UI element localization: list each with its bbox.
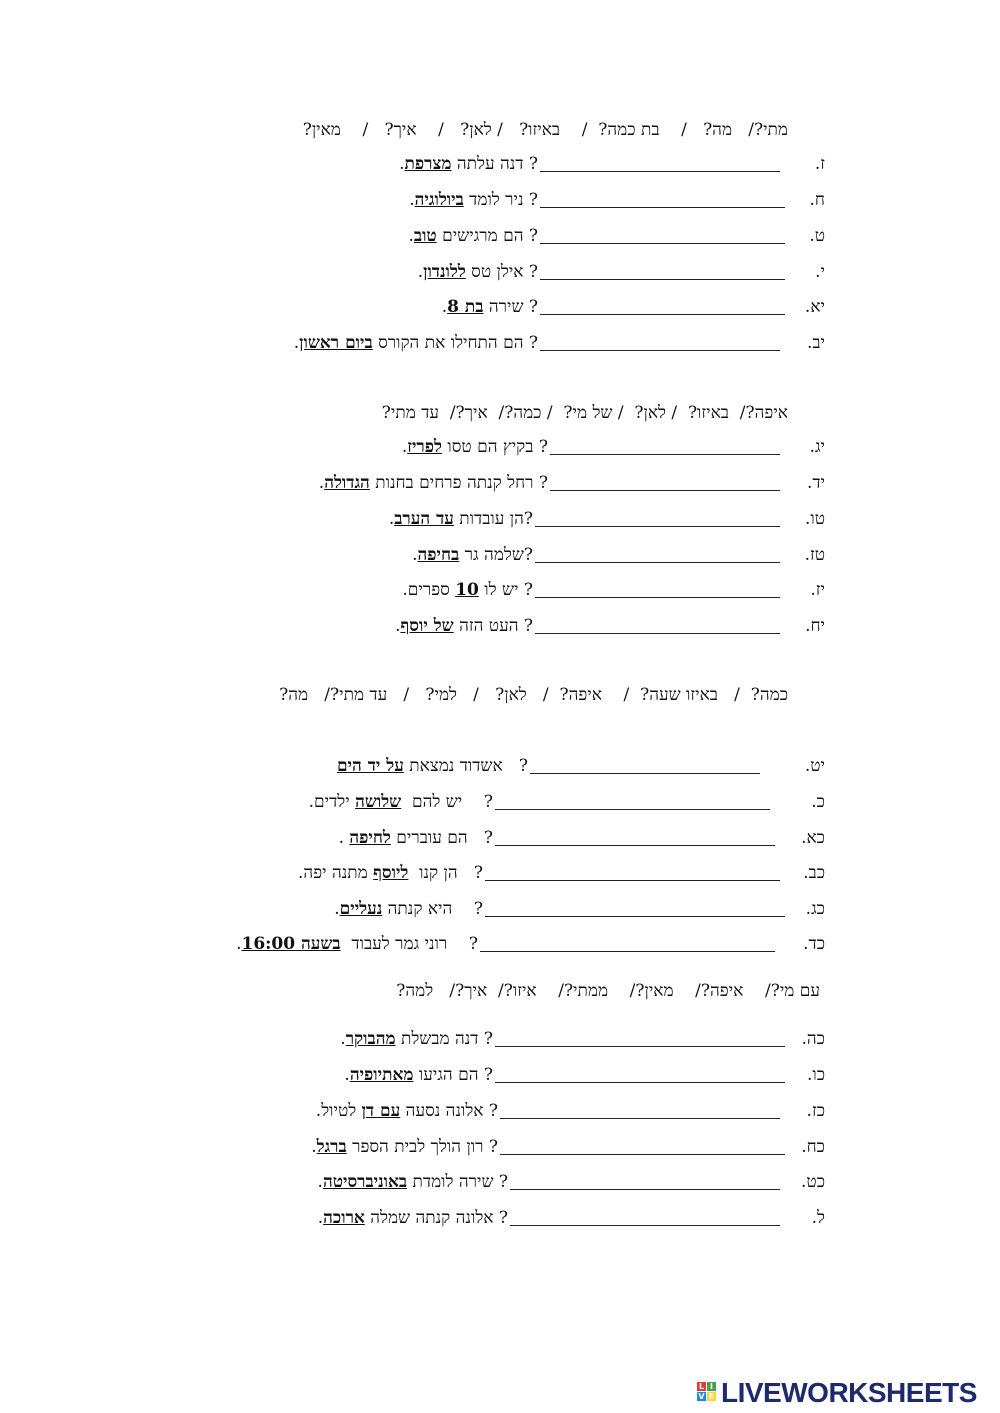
answer-blank[interactable]	[550, 473, 780, 491]
highlighted-answer: בת 8	[447, 297, 484, 317]
question-row	[0, 616, 1000, 646]
question-number: יא.	[804, 297, 825, 317]
sentence-text: ? הן קנו	[408, 863, 483, 883]
question-number: כא.	[801, 828, 825, 848]
sentence-text: ? אילן טס	[465, 262, 538, 282]
answer-blank[interactable]	[535, 616, 780, 634]
answer-blank[interactable]	[535, 509, 780, 527]
question-row	[0, 1172, 1000, 1202]
logo-square-e: E	[708, 1392, 715, 1401]
question-row	[0, 154, 1000, 184]
answer-blank[interactable]	[485, 863, 780, 881]
answer-blank[interactable]	[540, 190, 785, 208]
sentence-end: .	[338, 828, 350, 848]
sentence-text: ? ניר לומד	[463, 190, 538, 210]
highlighted-answer: עד הערב	[394, 509, 454, 529]
question-number: יט.	[804, 756, 825, 776]
highlighted-answer: ארוכה	[323, 1208, 365, 1228]
answer-blank[interactable]	[540, 226, 785, 244]
question-sentence	[409, 190, 538, 210]
question-row	[0, 297, 1000, 327]
highlighted-answer: נעליים	[339, 899, 383, 919]
question-number: י.	[815, 262, 825, 282]
logo-square-i: I	[707, 1382, 716, 1391]
question-sentence	[309, 792, 493, 812]
question-row	[0, 437, 1000, 467]
sentence-end: ילדים.	[308, 792, 356, 812]
sentence-end: .	[236, 934, 242, 954]
sentence-text: ? אלונה נסעה	[400, 1101, 498, 1121]
answer-blank[interactable]	[480, 934, 775, 952]
answer-blank[interactable]	[495, 792, 770, 810]
liveworksheets-logo	[697, 1378, 997, 1408]
question-number: כז.	[806, 1101, 825, 1121]
sentence-text: ? רחל קנתה פרחים בחנות	[369, 473, 548, 493]
question-number: כח.	[801, 1137, 825, 1157]
highlighted-answer: מאתיופיה	[349, 1065, 414, 1085]
answer-blank[interactable]	[540, 297, 785, 315]
sentence-text: ? שירה לומדת	[407, 1172, 508, 1192]
sentence-text: ? הם הגיעו	[413, 1065, 493, 1085]
sentence-text: ? דנה עלתה	[451, 154, 538, 174]
answer-blank[interactable]	[485, 899, 785, 917]
question-sentence	[236, 934, 478, 954]
question-row	[0, 190, 1000, 220]
highlighted-answer: ברגל	[316, 1137, 347, 1157]
question-number: כה.	[801, 1029, 825, 1049]
highlighted-answer: הגדולה	[324, 473, 370, 493]
highlighted-answer: לפריז	[407, 437, 442, 457]
question-sentence	[318, 1172, 508, 1192]
highlighted-answer: בשעה 16:00	[241, 934, 341, 954]
question-number: טו.	[804, 509, 825, 529]
question-sentence	[442, 297, 538, 317]
answer-blank[interactable]	[540, 262, 785, 280]
sentence-text: ? רון הולך לבית הספר	[346, 1137, 498, 1157]
question-row	[0, 545, 1000, 575]
question-row	[0, 1208, 1000, 1238]
answer-blank[interactable]	[540, 154, 780, 172]
word-bank-4: עם מי?/ איפה?/ מאין?/ ממתי?/ איזו?/ איך?/ למה?	[396, 981, 820, 1001]
sentence-end: .	[318, 473, 325, 493]
highlighted-answer: עם דן	[361, 1101, 401, 1121]
question-sentence	[399, 154, 538, 174]
highlighted-answer: ללונדון	[423, 262, 466, 282]
logo-text: LIVEWORKSHEETS	[721, 1377, 977, 1408]
question-sentence	[344, 1065, 493, 1085]
sentence-text: ?הן עובדות	[453, 509, 533, 529]
question-row	[0, 792, 1000, 822]
highlighted-answer: מצרפת	[404, 154, 452, 174]
sentence-end: .	[317, 1208, 324, 1228]
sentence-end: .	[412, 545, 418, 565]
question-row	[0, 863, 1000, 893]
highlighted-answer: בחיפה	[417, 545, 460, 565]
question-row	[0, 1065, 1000, 1095]
sentence-text: ? הם עוברים	[390, 828, 493, 848]
question-sentence	[294, 333, 538, 353]
question-row	[0, 473, 1000, 503]
question-sentence	[389, 509, 533, 529]
highlighted-answer: ביום ראשון	[299, 333, 373, 353]
question-number: כ.	[811, 792, 825, 812]
answer-blank[interactable]	[500, 1137, 785, 1155]
word-bank-1: מתי?/ מה? / בת כמה? / באיזו? / לאן? / איך? / מאין?	[302, 120, 788, 140]
question-number: ל.	[811, 1208, 825, 1228]
question-number: כב.	[803, 863, 825, 883]
question-row	[0, 934, 1000, 964]
answer-blank[interactable]	[495, 1029, 785, 1047]
question-sentence	[318, 1208, 508, 1228]
question-row	[0, 828, 1000, 858]
sentence-end: .	[340, 1029, 346, 1049]
sentence-end: .	[399, 154, 405, 174]
sentence-end: מתנה יפה.	[298, 863, 374, 883]
sentence-end: .	[311, 1137, 317, 1157]
sentence-end: .	[334, 899, 340, 919]
answer-blank[interactable]	[530, 756, 760, 774]
answer-blank[interactable]	[535, 545, 780, 563]
question-sentence	[402, 437, 548, 457]
sentence-text: ? הם התחילו את הקורס	[372, 333, 538, 353]
question-number: יד.	[806, 473, 825, 493]
question-row	[0, 226, 1000, 256]
answer-blank[interactable]	[535, 580, 780, 598]
logo-square-v: V	[698, 1392, 705, 1401]
highlighted-answer: על יד הים	[336, 756, 404, 776]
sentence-text: ? שירה	[483, 297, 538, 317]
question-number: כג.	[805, 899, 825, 919]
question-row	[0, 580, 1000, 610]
highlighted-answer: של יוסף	[400, 616, 454, 636]
logo-square-l: L	[698, 1382, 705, 1391]
word-bank-2: איפה?/ באיזו? / לאן? / של מי? / כמה?/ איך?/ עד מתי?	[381, 403, 788, 423]
question-number: יג.	[809, 437, 825, 457]
sentence-text: ? דנה מבשלת	[395, 1029, 493, 1049]
sentence-text: ? אשדוד נמצאת	[403, 756, 528, 776]
answer-blank[interactable]	[540, 333, 780, 351]
sentence-text: ? יש לו	[478, 580, 533, 600]
question-number: כו.	[806, 1065, 825, 1085]
highlighted-answer: לחיפה	[349, 828, 391, 848]
question-sentence	[334, 899, 483, 919]
sentence-text: ? אלונה קנתה שמלה	[364, 1208, 508, 1228]
sentence-text: ? יש להם	[401, 792, 493, 812]
answer-blank[interactable]	[510, 1172, 780, 1190]
question-sentence	[311, 1137, 498, 1157]
answer-blank[interactable]	[500, 1101, 780, 1119]
question-sentence	[319, 473, 548, 493]
question-number: ז.	[814, 154, 825, 174]
sentence-end: .	[401, 437, 408, 457]
sentence-end: ספרים.	[402, 580, 456, 600]
sentence-end: .	[388, 509, 395, 529]
sentence-text: ? העט הזה	[453, 616, 533, 636]
question-row	[0, 899, 1000, 929]
question-row	[0, 1101, 1000, 1131]
question-number: ט.	[809, 226, 825, 246]
highlighted-answer: באוניברסיטה	[322, 1172, 408, 1192]
highlighted-answer: 10	[455, 580, 479, 600]
highlighted-answer: ביולוגיה	[414, 190, 464, 210]
sentence-text: ? הם מרגישים	[436, 226, 538, 246]
sentence-text: ? רוני גמר לעבוד	[340, 934, 478, 954]
answer-blank[interactable]	[510, 1208, 780, 1226]
answer-blank[interactable]	[550, 437, 780, 455]
answer-blank[interactable]	[495, 1065, 785, 1083]
question-number: ח.	[809, 190, 825, 210]
sentence-end: .	[417, 262, 424, 282]
sentence-text: ? היא קנתה	[382, 899, 483, 919]
question-sentence	[408, 226, 538, 246]
question-sentence	[418, 262, 538, 282]
sentence-end: .	[441, 297, 448, 317]
question-sentence	[337, 756, 528, 776]
word-bank-3: כמה? / באיזו שעה? / איפה? / לאן? / למי? / עד מתי?/ מה?	[279, 685, 788, 705]
answer-blank[interactable]	[495, 828, 775, 846]
sentence-text: ?שלמה גר	[459, 545, 533, 565]
sentence-end: .	[395, 616, 401, 636]
sentence-end: .	[409, 190, 415, 210]
question-sentence	[395, 616, 533, 636]
question-row	[0, 1137, 1000, 1167]
question-row	[0, 1029, 1000, 1059]
sentence-end: לטיול.	[315, 1101, 362, 1121]
question-number: יב.	[806, 333, 825, 353]
question-sentence	[412, 545, 533, 565]
question-number: יח.	[805, 616, 825, 636]
question-number: יז.	[810, 580, 825, 600]
question-row	[0, 262, 1000, 292]
question-number: כד.	[803, 934, 825, 954]
question-sentence	[298, 863, 483, 883]
question-sentence	[340, 1029, 493, 1049]
highlighted-answer: ליוסף	[373, 863, 409, 883]
highlighted-answer: שלושה	[355, 792, 402, 812]
question-row	[0, 333, 1000, 363]
question-row	[0, 756, 1000, 786]
question-number: כט.	[801, 1172, 825, 1192]
highlighted-answer: טוב	[413, 226, 437, 246]
question-sentence	[402, 580, 533, 600]
highlighted-answer: מהבוקר	[345, 1029, 396, 1049]
sentence-end: .	[293, 333, 300, 353]
sentence-text: ? בקיץ הם טסו	[441, 437, 548, 457]
question-row	[0, 509, 1000, 539]
sentence-end: .	[317, 1172, 323, 1192]
question-sentence	[316, 1101, 498, 1121]
question-sentence	[339, 828, 493, 848]
sentence-end: .	[408, 226, 414, 246]
sentence-end: .	[344, 1065, 350, 1085]
question-number: טז.	[804, 545, 825, 565]
